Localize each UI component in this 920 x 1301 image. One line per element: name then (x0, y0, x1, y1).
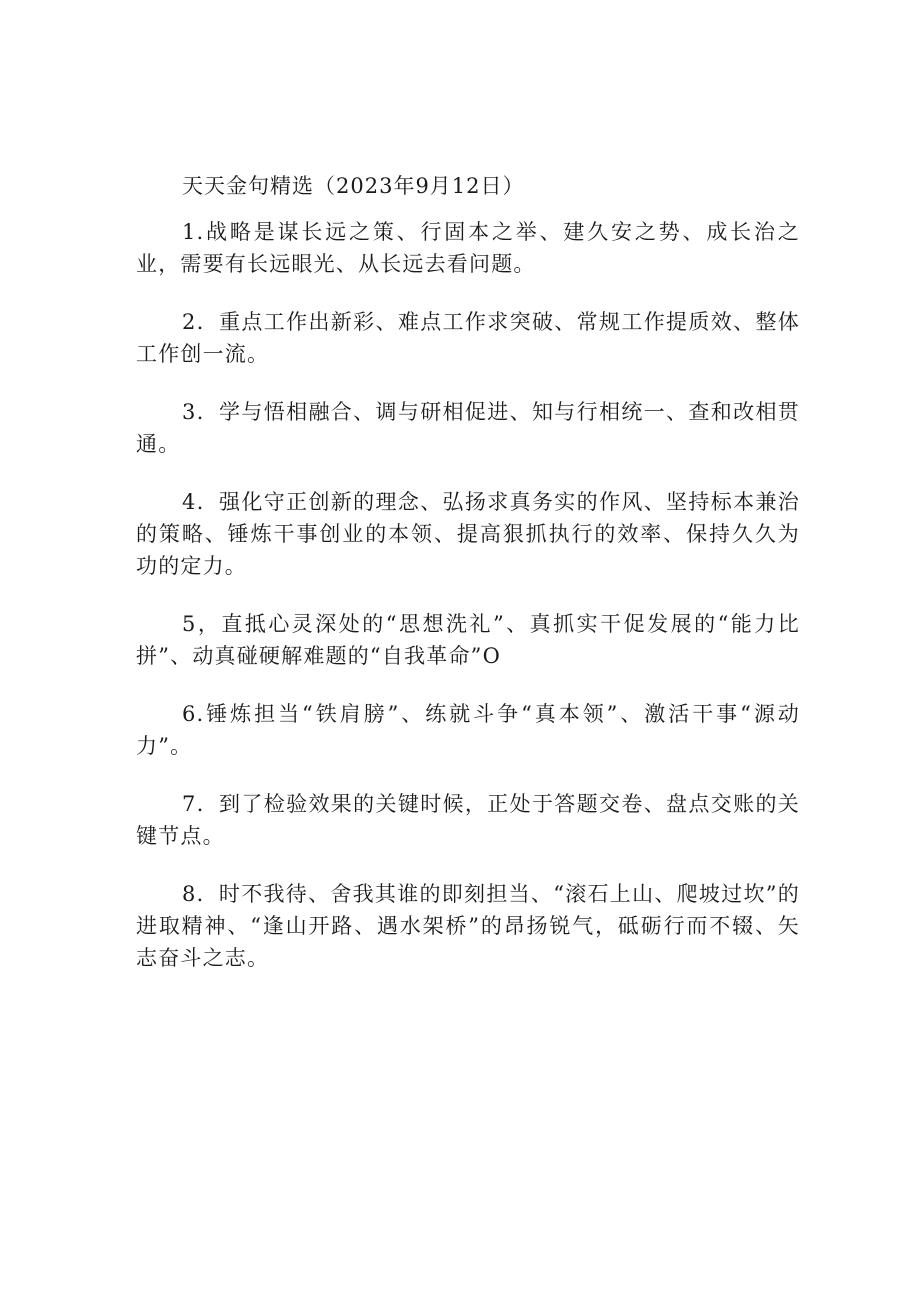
quote-item-3: 3．学与悟相融合、调与研相促进、知与行相统一、查和改相贯通。 (136, 400, 800, 456)
quote-item-2: 2．重点工作出新彩、难点工作求突破、常规工作提质效、整体工作创一流。 (136, 310, 800, 366)
quote-item-1: 1.战略是谋长远之策、行固本之举、建久安之势、成长治之业，需要有长远眼光、从长远去看问题。 (136, 220, 800, 276)
document-page (136, 170, 800, 1000)
document-title: 天天金句精选（2023年9月12日） (182, 174, 525, 198)
quote-item-4: 4．强化守正创新的理念、弘扬求真务实的作风、坚持标本兼治的策略、锤炼干事创业的本领、提高狠抓执行的效率、保持久久为功的定力。 (136, 490, 800, 578)
quote-item-6: 6.锤炼担当“铁肩膀”、练就斗争“真本领”、激活干事“源动力”。 (136, 702, 800, 758)
quote-item-7: 7．到了检验效果的关键时候，正处于答题交卷、盘点交账的关键节点。 (136, 792, 800, 848)
quote-item-8: 8．时不我待、舍我其谁的即刻担当、“滚石上山、爬坡过坎”的进取精神、“逢山开路、遇水架桥”的昂扬锐气，砥砺行而不辍、矢志奋斗之志。 (136, 882, 800, 970)
quote-item-5: 5，直抵心灵深处的“思想洗礼”、真抓实干促发展的“能力比拼”、动真碰硬解难题的“自我革命”O (136, 612, 800, 668)
